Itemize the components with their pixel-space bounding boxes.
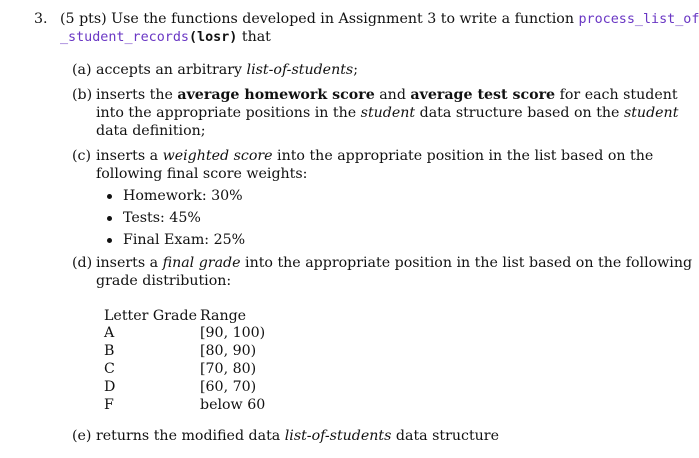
table-cell-grade: F: [104, 397, 114, 413]
table-cell-range: [90, 100): [200, 325, 266, 341]
item-d-l1-post: into the appropriate position in the list based on the following: [240, 255, 693, 271]
bullet-icon: [107, 238, 112, 243]
item-b-bold-1: average homework score: [177, 87, 375, 103]
item-b-l2-mid: data structure based on the: [415, 105, 624, 121]
table-header-range: Range: [200, 308, 247, 324]
item-b-line-2: [96, 104, 678, 122]
item-c-line-2: following final score weights:: [96, 166, 308, 182]
weight-item-homework: Homework: 30%: [123, 188, 243, 204]
weight-item-tests: Tests: 45%: [123, 210, 201, 226]
item-b-label: (b): [72, 87, 93, 103]
function-args: (losr): [189, 30, 238, 45]
item-e-label: (e): [72, 428, 92, 444]
table-cell-range: [60, 70): [200, 379, 257, 395]
function-name-part-1: process_list_of: [578, 12, 699, 27]
function-name-part-2: _student_records: [60, 30, 189, 45]
weight-item-final-exam: Final Exam: 25%: [123, 232, 246, 248]
question-number: 3.: [34, 11, 48, 27]
question-header-line-2: [60, 28, 271, 47]
table-cell-range: [70, 80): [200, 361, 257, 377]
item-c-l1-pre: inserts a: [96, 148, 163, 164]
item-d-label: (d): [72, 255, 93, 271]
bullet-icon: [107, 194, 112, 199]
item-a-term: list-of-students: [246, 62, 354, 78]
item-e-text: [96, 427, 499, 445]
table-cell-grade: C: [104, 361, 115, 377]
item-c-line-1: [96, 147, 653, 165]
item-c-l1-post: into the appropriate position in the list based on the: [272, 148, 654, 164]
item-a-pre: accepts an arbitrary: [96, 62, 247, 78]
item-d-line-2: grade distribution:: [96, 273, 232, 289]
item-b-l1-post: for each student: [555, 87, 678, 103]
table-cell-range: below 60: [200, 397, 266, 413]
question-header-line-1: [60, 10, 699, 29]
item-a-label: (a): [72, 62, 92, 78]
item-b-l1-pre: inserts the: [96, 87, 178, 103]
table-cell-grade: A: [104, 325, 115, 341]
item-b-line-1: [96, 86, 678, 104]
question-after: that: [237, 29, 271, 45]
table-cell-grade: D: [104, 379, 116, 395]
table-cell-grade: B: [104, 343, 115, 359]
item-d-term: final grade: [162, 255, 241, 271]
item-b-line-3: data definition;: [96, 123, 206, 139]
question-intro: Use the functions developed in Assignment 3 to write a function: [106, 11, 579, 27]
item-d-line-1: [96, 254, 692, 272]
item-c-label: (c): [72, 148, 92, 164]
item-e-term: list-of-students: [284, 428, 392, 444]
item-a-post: ;: [353, 62, 358, 78]
item-b-term-1: student: [360, 105, 416, 121]
item-b-bold-2: average test score: [410, 87, 556, 103]
item-c-term: weighted score: [162, 148, 273, 164]
table-cell-range: [80, 90): [200, 343, 257, 359]
item-b-l2-pre: into the appropriate positions in the: [96, 105, 361, 121]
table-header-letter-grade: Letter Grade: [104, 308, 197, 324]
item-a-text: [96, 61, 358, 79]
item-d-l1-pre: inserts a: [96, 255, 163, 271]
item-b-l1-mid: and: [374, 87, 411, 103]
item-e-post: data structure: [391, 428, 499, 444]
question-points: (5 pts): [60, 11, 107, 27]
item-b-term-2: student: [623, 105, 679, 121]
item-e-pre: returns the modified data: [96, 428, 285, 444]
bullet-icon: [107, 216, 112, 221]
